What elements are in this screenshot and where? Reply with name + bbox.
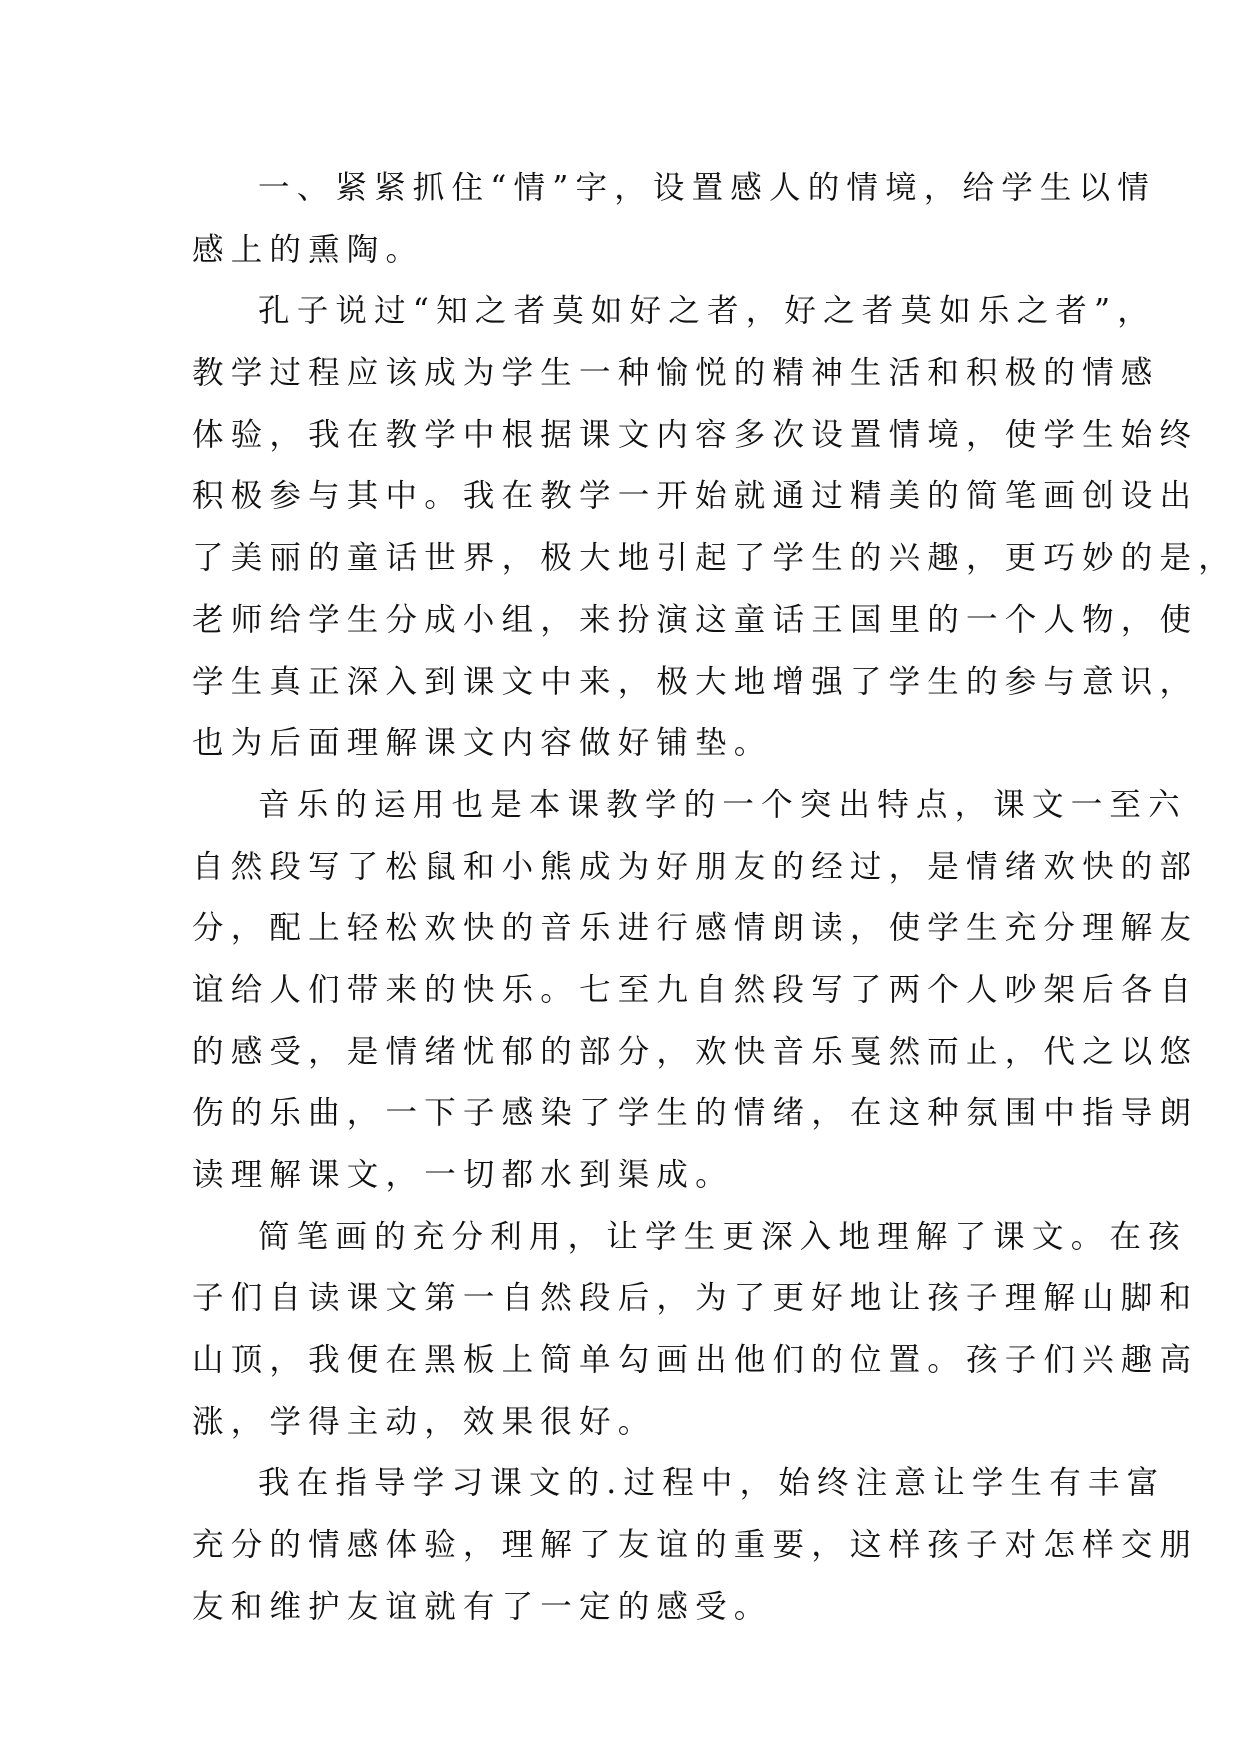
document-body — [192, 158, 1237, 1639]
heading-line: 一、紧紧抓住“情”字，设置感人的情境，给学生以情 — [258, 170, 1157, 206]
paragraph-line: 了美丽的童话世界，极大地引起了学生的兴趣，更巧妙的是， — [192, 540, 1237, 577]
paragraph-line: 简笔画的充分利用，让学生更深入地理解了课文。在孩 — [258, 1218, 1187, 1255]
paragraph-line: 分，配上轻松欢快的音乐进行感情朗读，使学生充分理解友 — [192, 910, 1199, 947]
paragraph-line: 我在指导学习课文的.过程中，始终注意让学生有丰富 — [258, 1465, 1166, 1502]
paragraph-line: 子们自读课文第一自然段后，为了更好地让孩子理解山脚和 — [192, 1280, 1199, 1317]
paragraph-line: 学生真正深入到课文中来，极大地增强了学生的参与意识， — [192, 663, 1199, 700]
paragraph-line: 山顶，我便在黑板上简单勾画出他们的位置。孩子们兴趣高 — [192, 1342, 1199, 1379]
paragraph-line: 教学过程应该成为学生一种愉悦的精神生活和积极的情感 — [192, 355, 1160, 392]
paragraph-line: 自然段写了松鼠和小熊成为好朋友的经过，是情绪欢快的部 — [192, 848, 1199, 885]
paragraph-line: 的感受，是情绪忧郁的部分，欢快音乐戛然而止，代之以悠 — [192, 1033, 1199, 1070]
paragraph-line: 音乐的运用也是本课教学的一个突出特点，课文一至六 — [258, 786, 1187, 823]
paragraph-line: 友和维护友谊就有了一定的感受。 — [192, 1588, 773, 1625]
paragraph-line: 伤的乐曲，一下子感染了学生的情绪，在这种氛围中指导朗 — [192, 1095, 1199, 1132]
paragraph-line: 充分的情感体验，理解了友谊的重要，这样孩子对怎样交朋 — [192, 1527, 1199, 1564]
paragraph-line: 积极参与其中。我在教学一开始就通过精美的简笔画创设出 — [192, 478, 1199, 515]
paragraph-line: 涨，学得主动，效果很好。 — [192, 1403, 657, 1440]
paragraph-line: 老师给学生分成小组，来扮演这童话王国里的一个人物，使 — [192, 601, 1199, 638]
paragraph-line: 谊给人们带来的快乐。七至九自然段写了两个人吵架后各自 — [192, 971, 1199, 1008]
heading-line-continued: 感上的熏陶。 — [192, 231, 425, 268]
paragraph-line: 体验，我在教学中根据课文内容多次设置情境，使学生始终 — [192, 416, 1199, 453]
paragraph-line: 也为后面理解课文内容做好铺垫。 — [192, 725, 773, 762]
paragraph-line: 孔子说过“知之者莫如好之者，好之者莫如乐之者”， — [258, 293, 1157, 330]
paragraph-line: 读理解课文，一切都水到渠成。 — [192, 1157, 734, 1193]
